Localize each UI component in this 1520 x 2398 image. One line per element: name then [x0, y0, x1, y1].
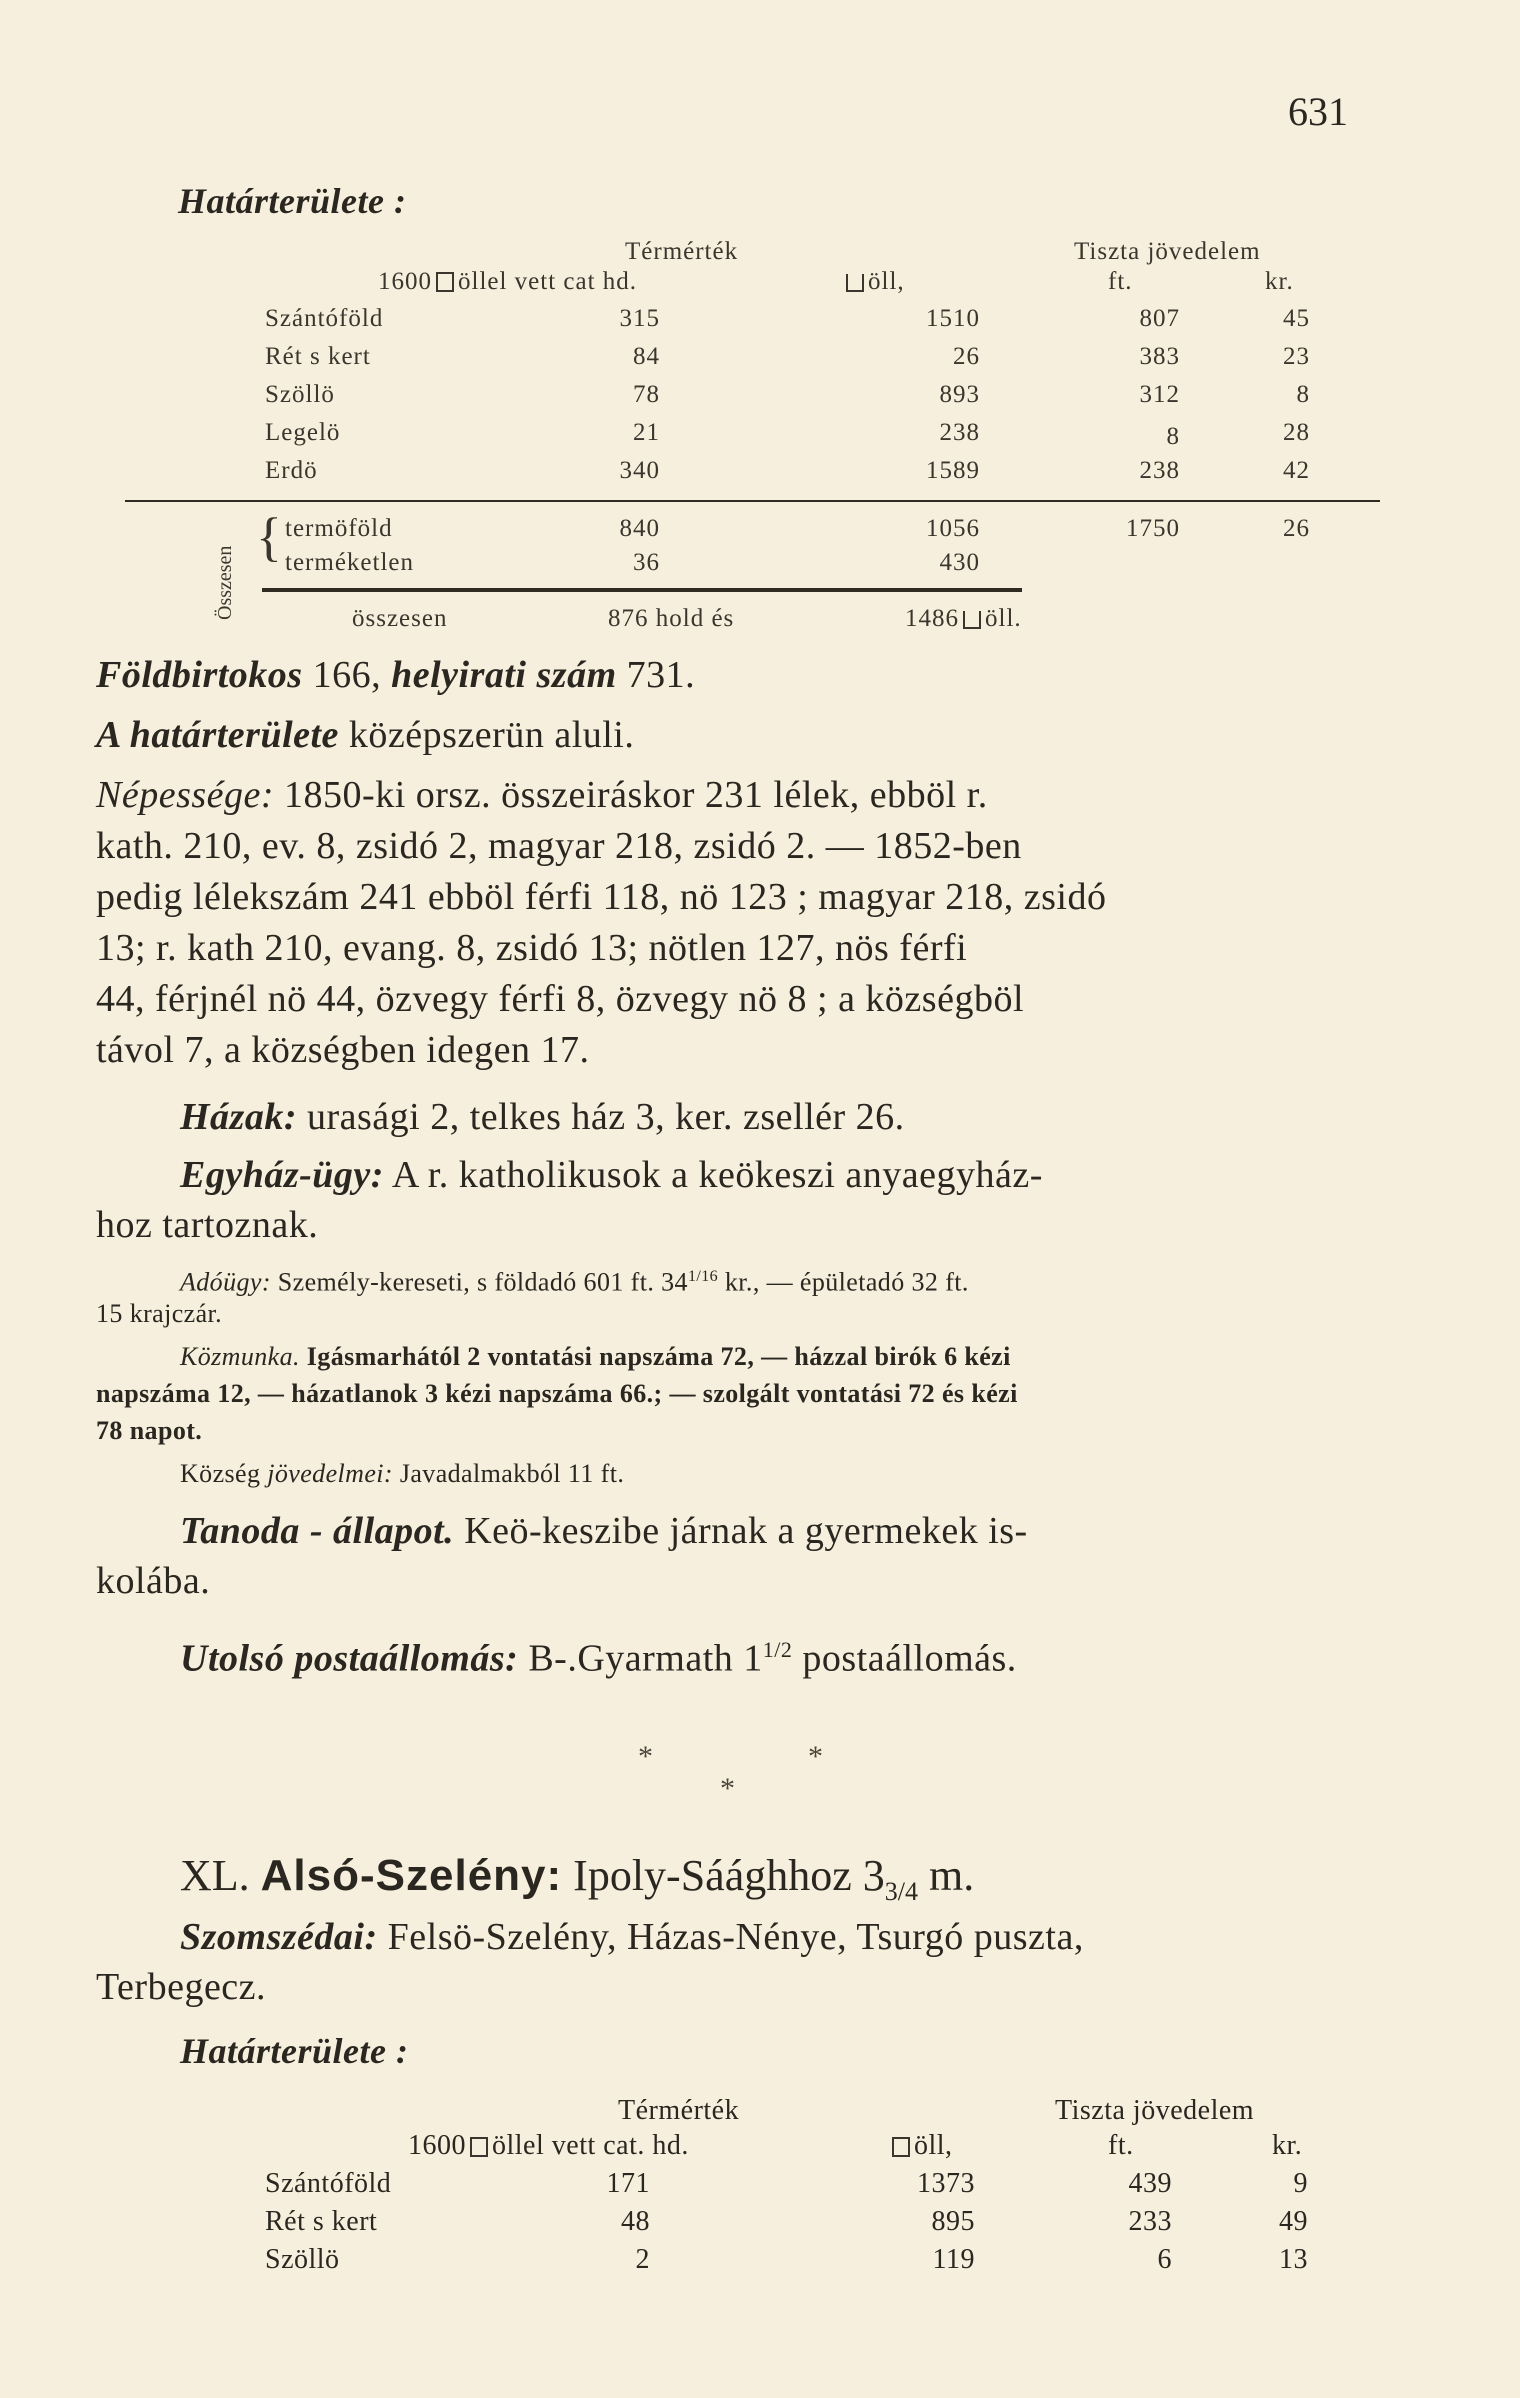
subheader-oll	[842, 268, 905, 296]
section2-name: Alsó-Szelény:	[260, 1851, 563, 1900]
szomszed-line1	[180, 1912, 1084, 1963]
row-kr: 42	[1283, 457, 1310, 484]
nepesseg-line: távol 7, a községben idegen 17.	[96, 1029, 590, 1071]
total-oll-value: 1486	[905, 605, 959, 632]
square-icon	[470, 2137, 488, 2157]
szomszed-text: Felsö-Szelény, Házas-Nénye, Tsurgó puszta,	[377, 1916, 1084, 1958]
kozseg-line	[180, 1455, 624, 1492]
row-ft: 383	[1139, 343, 1180, 370]
col-header-jovedelem: Tiszta jövedelem	[1055, 2095, 1255, 2126]
adougy-text2: kr., — épületadó 32 ft.	[718, 1267, 969, 1297]
row-oll: 26	[953, 343, 980, 370]
row-oll: 893	[939, 381, 980, 408]
row-name: Szántóföld	[265, 2168, 392, 2199]
hatar-label: A határterülete	[96, 714, 339, 756]
posta-line	[180, 1624, 1017, 1685]
row-ft: 238	[1139, 457, 1180, 484]
posta-fraction: 1/2	[762, 1637, 793, 1662]
nepesseg-line: 44, férjnél nö 44, özvegy férfi 8, özvegy nö 8 ; a községböl	[96, 978, 1025, 1020]
total-oll	[905, 605, 1022, 633]
row-kr: 8	[1296, 381, 1310, 408]
section1-heading: Határterülete :	[178, 181, 407, 221]
kozmunka-line1	[180, 1338, 1011, 1375]
total-oll-unit: öll.	[985, 605, 1022, 632]
foldbirtokos-line	[96, 650, 695, 701]
foldbirtokos-num: 166,	[302, 654, 392, 696]
posta-text: B-.Gyarmath 1	[518, 1637, 763, 1680]
row-name: Szöllö	[265, 381, 335, 408]
summary-name: terméketlen	[285, 549, 414, 576]
row-hold: 171	[606, 2168, 650, 2199]
square-icon	[846, 274, 864, 292]
row-kr: 23	[1283, 343, 1310, 370]
total-name: összesen	[352, 605, 448, 632]
row-hold: 78	[633, 381, 660, 408]
subheader-1600: 1600	[408, 2130, 466, 2161]
subheader-hold	[378, 268, 637, 296]
tanoda-label: Tanoda - állapot.	[180, 1510, 455, 1552]
hatar-line	[96, 710, 634, 761]
tanoda-line1	[180, 1506, 1028, 1557]
kozmunka-text: napszáma 12, — házatlanok 3 kézi napszáma 66.; — szolgált vontatási 72 és kézi	[96, 1379, 1018, 1408]
summary-oll: 430	[939, 549, 980, 576]
row-ft: 6	[1157, 2244, 1172, 2275]
summary-name: termöföld	[285, 515, 393, 542]
row-kr: 49	[1279, 2206, 1308, 2237]
hazak-label: Házak:	[180, 1096, 297, 1138]
egyhaz-line2: hoz tartoznak.	[96, 1204, 319, 1246]
helyirati-num: 731.	[616, 654, 696, 696]
kozseg-label: Község	[180, 1459, 261, 1488]
row-oll: 1589	[926, 457, 980, 484]
kozmunka-line3	[96, 1412, 202, 1449]
subheader-kr: kr.	[1265, 268, 1294, 295]
square-icon	[963, 611, 981, 629]
egyhaz-label: Egyház-ügy:	[180, 1154, 384, 1196]
egyhaz-text: A r. katholikusok a keökeszi anyaegyház-	[383, 1154, 1043, 1196]
summary-hold: 36	[633, 549, 660, 576]
row-oll: 1510	[926, 305, 980, 332]
subheader-ollel: öllel vett cat hd.	[458, 268, 638, 295]
tanoda-line2: kolába.	[96, 1560, 211, 1602]
row-ft: 8	[1166, 423, 1180, 450]
row-name: Szántóföld	[265, 305, 384, 332]
row-oll: 895	[931, 2206, 975, 2237]
section2-heading: Határterülete :	[180, 2031, 409, 2071]
helyirati-label: helyirati szám	[391, 654, 617, 696]
section2-distance-unit: m.	[918, 1851, 975, 1900]
row-kr: 45	[1283, 305, 1310, 332]
subheader-ollel: öllel vett cat. hd.	[492, 2130, 689, 2161]
kozmunka-text: 78 napot.	[96, 1416, 203, 1445]
nepesseg-paragraph	[96, 770, 1106, 1076]
summary-ft: 1750	[1126, 515, 1180, 542]
egyhaz-line1	[180, 1150, 1043, 1201]
row-ft: 807	[1139, 305, 1180, 332]
row-hold: 84	[633, 343, 660, 370]
subheader-ft: ft.	[1108, 2130, 1134, 2161]
adougy-text: Személy-kereseti, s földadó 601 ft. 34	[270, 1267, 688, 1297]
subheader-ft: ft.	[1108, 268, 1133, 295]
adougy-line2: 15 krajczár.	[96, 1299, 223, 1328]
table-rule	[125, 500, 1380, 502]
kozseg-text: Javadalmakból 11 ft.	[392, 1459, 625, 1488]
kozseg-italic: jövedelmei:	[260, 1459, 393, 1488]
nepesseg-label: Népessége:	[96, 774, 275, 816]
nepesseg-line: pedig lélekszám 241 ebböl férfi 118, nö 123 ; magyar 218, zsidó	[96, 876, 1107, 918]
hazak-line	[180, 1092, 905, 1143]
summary-oll: 1056	[926, 515, 980, 542]
row-name: Rét s kert	[265, 2206, 378, 2237]
row-kr: 13	[1279, 2244, 1308, 2275]
sum-rule	[262, 588, 1022, 592]
adougy-line1	[180, 1258, 969, 1301]
row-hold: 21	[633, 419, 660, 446]
nepesseg-line: 13; r. kath 210, evang. 8, zsidó 13; nötlen 127, nös férfi	[96, 927, 968, 969]
row-name: Szöllö	[265, 2244, 340, 2275]
page-number: 631	[1288, 89, 1348, 134]
kozmunka-text: Igásmarhától 2 vontatási napszáma 72, — házzal birók 6 kézi	[299, 1342, 1011, 1371]
asterisk-icon: *	[808, 1740, 823, 1773]
row-hold: 315	[619, 305, 660, 332]
nepesseg-line: kath. 210, ev. 8, zsidó 2, magyar 218, zsidó 2. — 1852-ben	[96, 825, 1022, 867]
tanoda-text: Keö-keszibe járnak a gyermekek is-	[454, 1510, 1028, 1552]
row-name: Rét s kert	[265, 343, 371, 370]
row-ft: 233	[1128, 2206, 1172, 2237]
side-label: Összesen	[214, 545, 236, 620]
summary-kr: 26	[1283, 515, 1310, 542]
square-icon	[892, 2137, 910, 2157]
section2-distance-fraction: 3/4	[884, 1876, 918, 1906]
row-oll: 119	[932, 2244, 975, 2275]
row-oll: 1373	[917, 2168, 975, 2199]
row-ft: 439	[1128, 2168, 1172, 2199]
subheader-hold	[408, 2130, 689, 2162]
posta-label: Utolsó postaállomás:	[180, 1637, 519, 1680]
subheader-1600: 1600	[378, 268, 432, 295]
subheader-kr: kr.	[1272, 2130, 1303, 2161]
kozmunka-label: Közmunka.	[180, 1342, 300, 1371]
row-ft: 312	[1139, 381, 1180, 408]
brace-icon: {	[256, 507, 282, 567]
col-header-termertek: Térmérték	[618, 2095, 740, 2126]
asterisk-icon: *	[720, 1772, 735, 1805]
row-kr: 9	[1293, 2168, 1308, 2199]
section2-distance: Ipoly-Sáághhoz 3	[562, 1851, 885, 1900]
row-oll: 238	[939, 419, 980, 446]
row-hold: 48	[621, 2206, 650, 2237]
adougy-label: Adóügy:	[180, 1267, 271, 1297]
nepesseg-line: 1850-ki orsz. összeiráskor 231 lélek, ebböl r.	[274, 774, 988, 816]
col-header-termertek: Térmérték	[625, 238, 739, 265]
total-hold: 876 hold és	[608, 605, 735, 632]
section2-title	[180, 1850, 974, 1907]
summary-hold: 840	[619, 515, 660, 542]
posta-text2: postaállomás.	[792, 1637, 1017, 1680]
subheader-oll	[888, 2130, 953, 2162]
szomszed-line2: Terbegecz.	[96, 1966, 267, 2008]
hatar-text: középszerün aluli.	[338, 714, 635, 756]
asterisk-icon: *	[638, 1740, 653, 1773]
subheader-oll-text: öll,	[914, 2130, 953, 2161]
hazak-text: urasági 2, telkes ház 3, ker. zsellér 26.	[297, 1096, 905, 1138]
row-name: Erdö	[265, 457, 318, 484]
foldbirtokos-label: Földbirtokos	[96, 654, 303, 696]
row-hold: 340	[619, 457, 660, 484]
square-icon	[436, 272, 454, 292]
adougy-fraction: 1/16	[687, 1268, 718, 1285]
row-kr: 28	[1283, 419, 1310, 446]
section2-number: XL.	[180, 1851, 250, 1900]
col-header-jovedelem: Tiszta jövedelem	[1074, 238, 1261, 265]
row-name: Legelö	[265, 419, 341, 446]
szomszed-label: Szomszédai:	[180, 1916, 378, 1958]
row-hold: 2	[635, 2244, 650, 2275]
subheader-oll-text: öll,	[868, 268, 905, 295]
kozmunka-line2	[96, 1375, 1018, 1412]
